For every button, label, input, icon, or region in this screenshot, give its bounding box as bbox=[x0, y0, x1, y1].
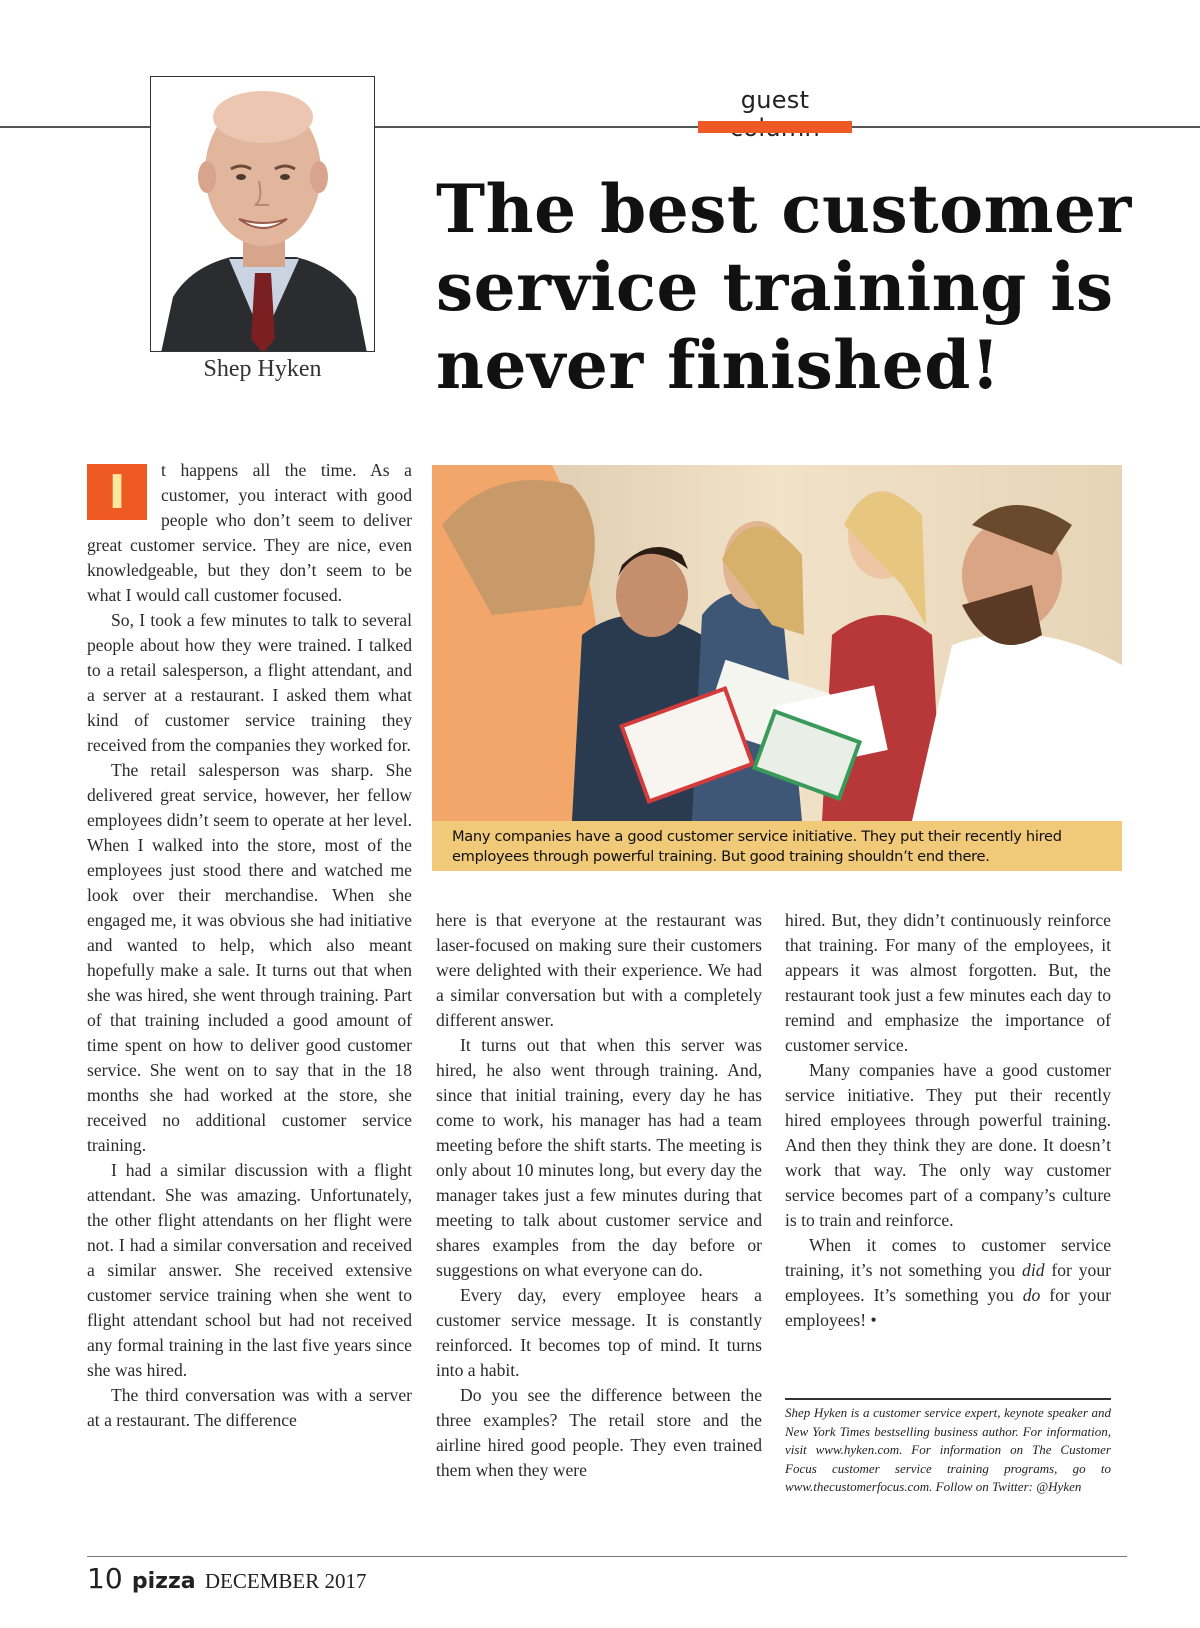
photo-caption: Many companies have a good customer service initiative. They put their recently hired employees through powerful training. But good training shouldn’t end there. bbox=[432, 821, 1122, 871]
footer-rule bbox=[87, 1556, 1127, 1557]
page-footer bbox=[87, 1562, 366, 1595]
paragraph: here is that everyone at the restaurant was laser-focused on making sure their customers were delighted with their experience. We had a similar conversation but with a completely different answer. bbox=[436, 910, 762, 1030]
paragraph: Many companies have a good customer service initiative. They put their recently hired employees through powerful training. And then they think they are done. It doesn’t work that way. The only way customer service becomes part of a company’s culture is to train and reinforce. bbox=[785, 1060, 1111, 1230]
paragraph-text: t happens all the time. As a customer, you interact with good people who don’t seem to deliver great customer service. They are nice, even knowledgeable, but they don’t seem to be what I would call customer focused. bbox=[87, 460, 412, 605]
issue-date: DECEMBER 2017 bbox=[204, 1569, 367, 1593]
author-name: Shep Hyken bbox=[203, 356, 322, 382]
paragraph: I had a similar discussion with a flight attendant. She was amazing. Unfortunately, the other flight attendants on her flight were not. I had a similar conversation and received a similar answer. She received extensive customer service training when she went to flight attendant school but had not received any formal training in the last five years since she was hired. bbox=[87, 1160, 412, 1380]
headline bbox=[436, 170, 1136, 404]
article-column-1 bbox=[87, 458, 412, 1433]
paragraph: So, I took a few minutes to talk to several people about how they were trained. I talked to a retail salesperson, a flight attendant, and a server at a restaurant. I asked them what kind of customer service training they received from the companies they worked for. bbox=[87, 610, 412, 755]
page-number: 10 bbox=[87, 1562, 123, 1595]
paragraph: hired. But, they didn’t continuously reinforce that training. For many of the employees, it appears it was almost forgotten. But, the restaurant took just a few minutes each day to remind and emphasize the importance of customer service. bbox=[785, 910, 1111, 1055]
emphasis: do bbox=[1022, 1285, 1041, 1305]
article-column-2 bbox=[436, 908, 762, 1483]
paragraph: The third conversation was with a server at a restaurant. The difference bbox=[87, 1385, 412, 1430]
headline-line-2: service training is bbox=[436, 248, 1114, 326]
author-photo bbox=[150, 76, 375, 352]
drop-cap: I bbox=[87, 464, 147, 520]
bio-rule bbox=[785, 1398, 1111, 1400]
emphasis: did bbox=[1022, 1260, 1045, 1280]
headline-line-1: The best customer bbox=[436, 170, 1132, 248]
headline-line-3: never finished! bbox=[436, 326, 1001, 404]
paragraph: The retail salesperson was sharp. She delivered great service, however, her fellow employees didn’t seem to operate at her level. When I walked into the store, most of the employees just stood there and watched me look over their merchandise. When she engaged me, it was obvious she had initiative and wanted to help, which also meant hopefully make a sale. It turns out that when she was hired, she went through training. Part of that training included a good amount of time spent on how to deliver good customer service. She went on to say that in the 18 months she had worked at the store, she received no additional customer service training. bbox=[87, 760, 412, 1155]
magazine-name: pizza bbox=[131, 1569, 196, 1594]
paragraph bbox=[87, 458, 412, 608]
text-run: When it comes to customer service training, it’s not something you bbox=[785, 1235, 1111, 1280]
text-run: for your employees! • bbox=[785, 1285, 1112, 1330]
section-label: guest bbox=[740, 86, 810, 114]
text-run: for your employees. It’s something you bbox=[785, 1260, 1111, 1305]
paragraph: Every day, every employee hears a customer service message. It is constantly reinforced. It becomes top of mind. It turns into a habit. bbox=[436, 1285, 762, 1380]
author-bio: Shep Hyken is a customer service expert, keynote speaker and New York Times bestselling business author. For information, visit www.hyken.com. For information on The Customer Focus customer service training programs, go to www.thecustomerfocus.com. Follow on Twitter: @Hyken bbox=[785, 1405, 1111, 1495]
article-column-3 bbox=[785, 908, 1111, 1333]
article-photo bbox=[432, 465, 1122, 821]
paragraph bbox=[785, 1233, 1111, 1333]
paragraph: Do you see the difference between the three examples? The retail store and the airline hired good people. They even trained them when they were bbox=[436, 1385, 762, 1480]
paragraph: It turns out that when this server was hired, he also went through training. And, since that initial training, every day he has come to work, his manager has had a team meeting before the shift starts. The meeting is only about 10 minutes long, but every day the manager takes just a few minutes during that meeting to talk about customer service and shares examples from the day before or suggestions on what everyone can do. bbox=[436, 1035, 762, 1280]
section-accent-bar bbox=[698, 121, 852, 133]
